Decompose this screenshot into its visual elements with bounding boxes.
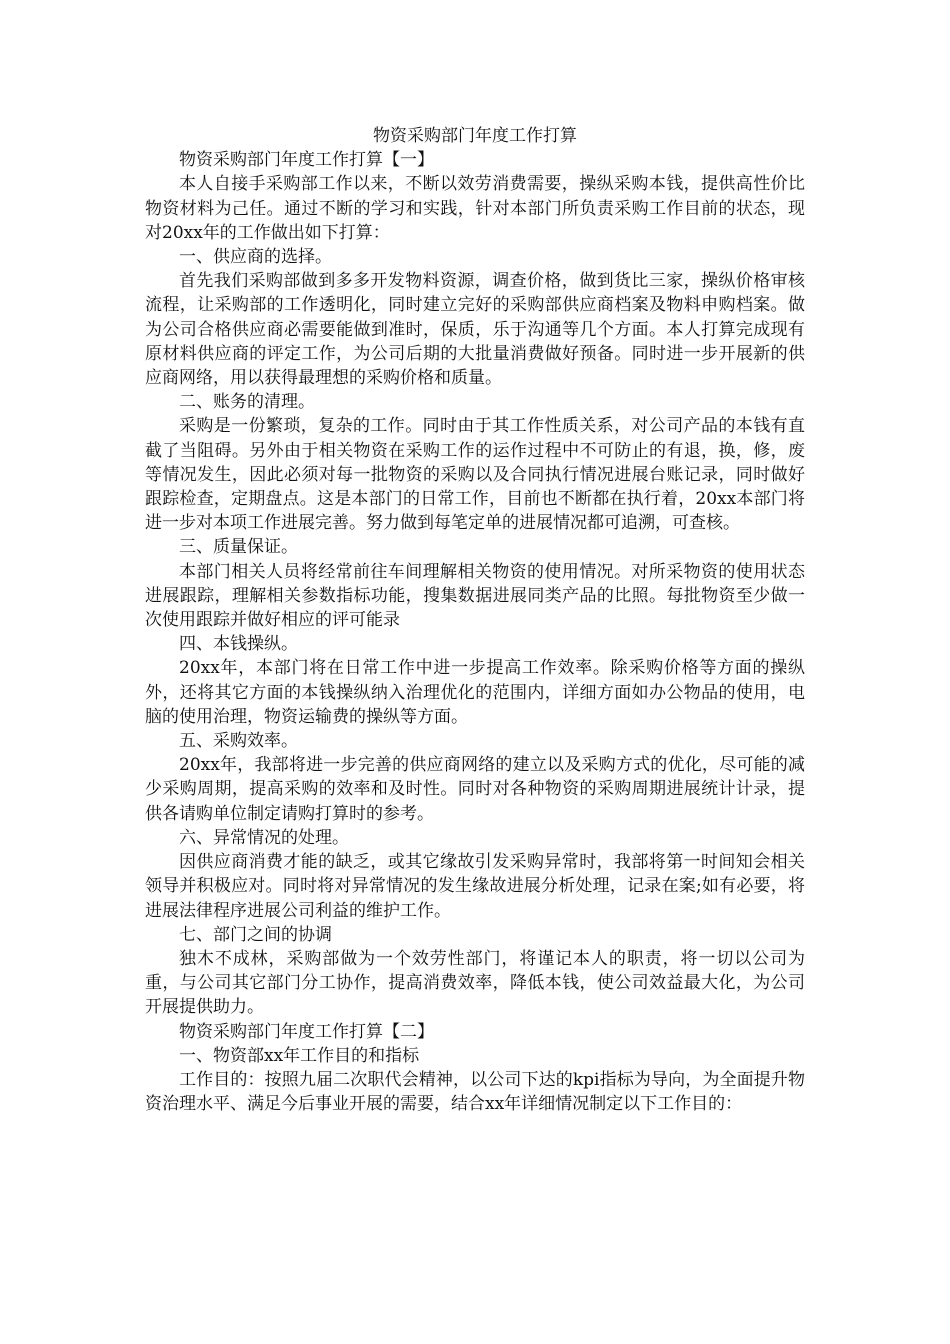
subsection-heading: 四、本钱操纵。 (179, 634, 298, 655)
body-paragraph: 独木不成林，采购部做为一个效劳性部门，将谨记本人的职责，将一切以公司为重，与公司其它部门分工协作，提高消费效率，降低本钱，使公司效益最大化，为公司开展提供助力。 (145, 948, 805, 1018)
body-paragraph: 首先我们采购部做到多多开发物料资源，调查价格，做到货比三家，操纵价格审核流程，让采购部的工作透明化，同时建立完好的采购部供应商档案及物料申购档案。做为公司合格供应商必需要能做到准时，保质，乐于沟通等几个方面。本人打算完成现有原材料供应商的评定工作，为公司后期的大批量消费做好预备。同时进一步开展新的供应商网络，用以获得最理想的采购价格和质量。 (145, 271, 805, 389)
subsection-heading: 六、异常情况的处理。 (179, 827, 349, 848)
subsection-heading: 二、账务的清理。 (179, 392, 315, 413)
document-page (145, 124, 805, 1116)
subsection-heading: 三、质量保证。 (179, 537, 298, 558)
subsection-heading: 五、采购效率。 (179, 731, 298, 752)
body-paragraph: 工作目的：按照九届二次职代会精神，以公司下达的kpi指标为导向，为全面提升物资治理水平、满足今后事业开展的需要，结合xx年详细情况制定以下工作目的： (145, 1069, 805, 1115)
document-title: 物资采购部门年度工作打算 (373, 126, 577, 146)
section-heading: 物资采购部门年度工作打算【二】 (179, 1021, 434, 1042)
body-paragraph: 本人自接手采购部工作以来，不断以效劳消费需要，操纵采购本钱，提供高性价比物资材料为己任。通过不断的学习和实践，针对本部门所负责采购工作目前的状态，现对20xx年的工作做出如下打算： (145, 174, 805, 243)
body-paragraph: 因供应商消费才能的缺乏，或其它缘故引发采购异常时，我部将第一时间知会相关领导并积极应对。同时将对异常情况的发生缘故进展分析处理，记录在案;如有必要，将进展法律程序进展公司利益的维护工作。 (145, 852, 805, 921)
body-paragraph: 20xx年，我部将进一步完善的供应商网络的建立以及采购方式的优化，尽可能的减少采购周期，提高采购的效率和及时性。同时对各种物资的采购周期进展统计计录，提供各请购单位制定请购打算时的参考。 (145, 755, 805, 824)
body-paragraph: 采购是一份繁琐，复杂的工作。同时由于其工作性质关系，对公司产品的本钱有直截了当阻碍。另外由于相关物资在采购工作的运作过程中不可防止的有退，换，修，废等情况发生，因此必须对每一批物资的采购以及合同执行情况进展台账记录，同时做好跟踪检查，定期盘点。这是本部门的日常工作，目前也不断都在执行着，20xx本部门将进一步对本项工作进展完善。努力做到每笔定单的进展情况都可追溯，可查核。 (145, 416, 805, 534)
subsection-heading: 一、物资部xx年工作目的和指标 (179, 1045, 420, 1066)
section-heading: 物资采购部门年度工作打算【一】 (179, 150, 434, 171)
subsection-heading: 七、部门之间的协调 (179, 924, 332, 945)
subsection-heading: 一、供应商的选择。 (179, 247, 332, 268)
body-paragraph: 本部门相关人员将经常前往车间理解相关物资的使用情况。对所采物资的使用状态进展跟踪，理解相关参数指标功能，搜集数据进展同类产品的比照。每批物资至少做一次使用跟踪并做好相应的评可能录 (145, 561, 805, 631)
body-paragraph: 20xx年，本部门将在日常工作中进一步提高工作效率。除采购价格等方面的操纵外，还将其它方面的本钱操纵纳入治理优化的范围内，详细方面如办公物品的使用，电脑的使用治理，物资运输费的操纵等方面。 (145, 658, 805, 727)
